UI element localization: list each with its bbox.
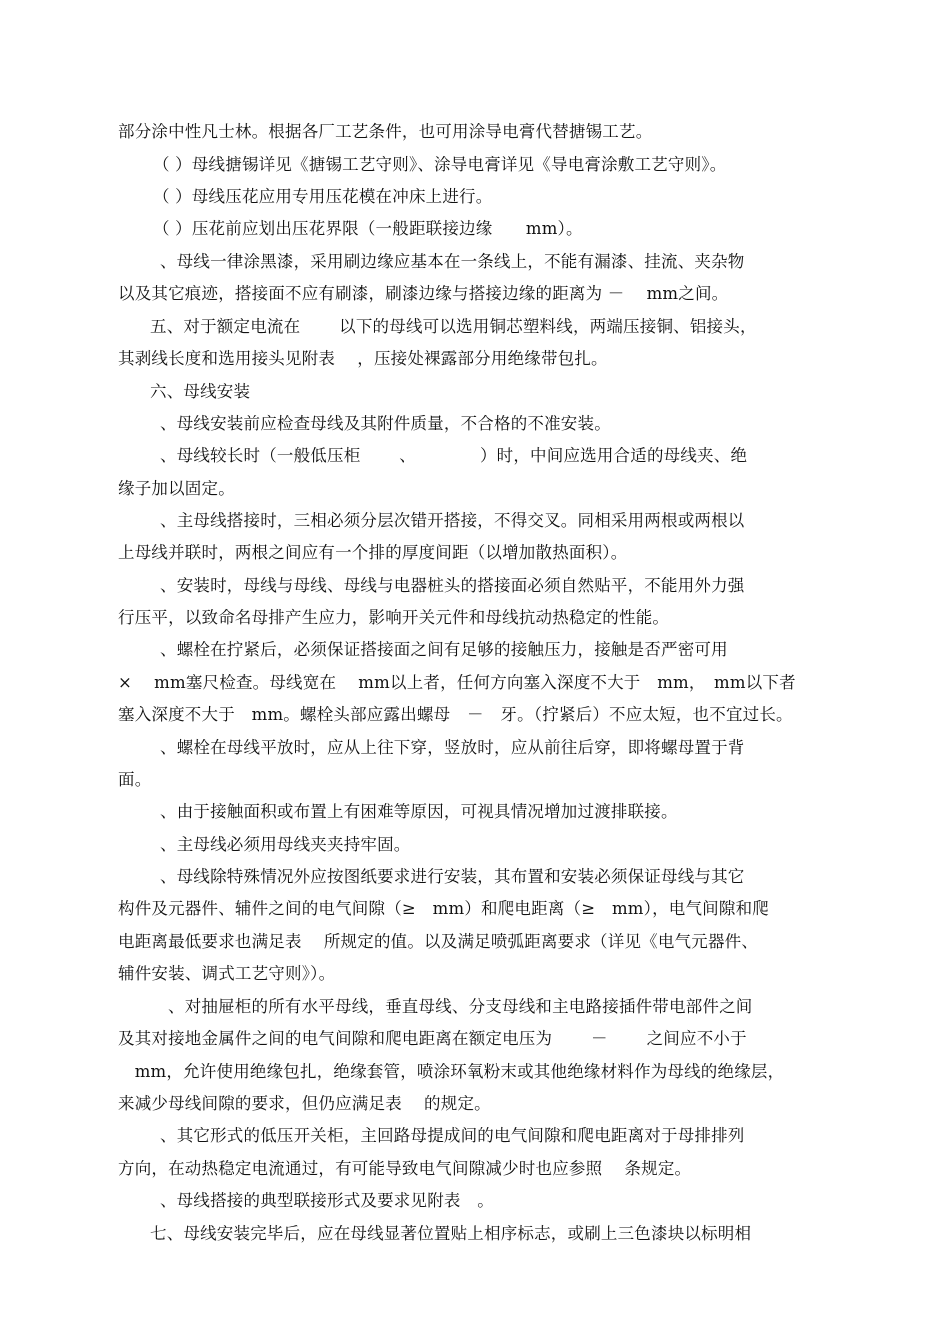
text-line-14: 上母线并联时，两根之间应有一个排的厚度间距（以增加散热面积）。 xyxy=(118,543,628,562)
text-line-3: （ ）母线压花应用专用压花模在冲床上进行。 xyxy=(153,187,493,206)
text-line-1: 部分涂中性凡士林。根据各厂工艺条件，也可用涂导电膏代替搪锡工艺。 xyxy=(118,122,653,141)
text-line-13: 、主母线搭接时，三相必须分层次错开搭接，不得交叉。同相采用两根或两根以 xyxy=(160,511,745,530)
section-heading-6: 六、母线安装 xyxy=(150,382,251,401)
text-line-26: 电距离最低要求也满足表 所规定的值。以及满足喷弧距离要求（详见《电气元器件、 xyxy=(118,932,759,951)
text-line-25: 构件及元器件、辅件之间的电气间隙（≥ mm）和爬电距离（≥ mm），电气间隙和爬 xyxy=(118,899,769,918)
text-line-4: （ ）压花前应划出压花界限（一般距联接边缘 mm）。 xyxy=(153,219,583,238)
text-line-15: 、安装时，母线与母线、母线与电器桩头的搭接面必须自然贴平，不能用外力强 xyxy=(160,576,745,595)
text-line-7: 五、对于额定电流在 以下的母线可以选用铜芯塑料线，两端压接铜、铝接头， xyxy=(150,317,757,336)
text-line-22: 、由于接触面积或布置上有困难等原因，可视具情况增加过渡排联接。 xyxy=(160,802,678,821)
text-line-33: 方向，在动热稳定电流通过，有可能导致电气间隙减少时也应参照 条规定。 xyxy=(118,1159,692,1178)
text-line-32: 、其它形式的低压开关柜，主回路母提成间的电气间隙和爬电距离对于母排排列 xyxy=(160,1126,745,1145)
text-line-18: × mm塞尺检查。母线宽在 mm以上者，任何方向塞入深度不大于 mm， mm以下者 xyxy=(118,673,796,692)
text-line-24: 、母线除特殊情况外应按图纸要求进行安装，其布置和安装必须保证母线与其它 xyxy=(160,867,745,886)
text-line-12: 缘子加以固定。 xyxy=(118,479,235,498)
text-line-29: 及其对接地金属件之间的电气间隙和爬电距离在额定电压为 － 之间应不小于 xyxy=(118,1029,747,1048)
text-line-20: 、螺栓在母线平放时，应从上往下穿，竖放时，应从前往后穿，即将螺母置于背 xyxy=(160,738,745,757)
text-line-28: 、对抽屉柜的所有水平母线，垂直母线、分支母线和主电路接插件带电部件之间 xyxy=(168,997,753,1016)
text-line-21: 面。 xyxy=(118,770,152,789)
text-line-6: 以及其它痕迹，搭接面不应有刷漆，刷漆边缘与搭接边缘的距离为 － mm之间。 xyxy=(118,284,729,303)
text-line-16: 行压平，以致命名母排产生应力，影响开关元件和母线抗动热稳定的性能。 xyxy=(118,608,670,627)
text-line-35: 七、母线安装完毕后，应在母线显著位置贴上相序标志，或刷上三色漆块以标明相 xyxy=(150,1224,752,1243)
text-line-2: （ ）母线搪锡详见《搪锡工艺守则》、涂导电膏详见《导电膏涂敷工艺守则》。 xyxy=(153,155,727,174)
text-line-8: 其剥线长度和选用接头见附表 ，压接处裸露部分用绝缘带包扎。 xyxy=(118,349,608,368)
text-line-19: 塞入深度不大于 mm。螺栓头部应露出螺母 － 牙。（拧紧后）不应太短，也不宜过长。 xyxy=(118,705,793,724)
text-line-23: 、主母线必须用母线夹夹持牢固。 xyxy=(160,835,411,854)
text-line-27: 辅件安装、调式工艺守则》）。 xyxy=(118,964,336,983)
text-line-31: 来减少母线间隙的要求，但仍应满足表 的规定。 xyxy=(118,1094,491,1113)
text-line-5: 、母线一律涂黑漆，采用刷边缘应基本在一条线上，不能有漏漆、挂流、夹杂物 xyxy=(160,252,745,271)
text-line-11: 、母线较长时（一般低压柜 、 ）时，中间应选用合适的母线夹、绝 xyxy=(160,446,748,465)
text-line-17: 、螺栓在拧紧后，必须保证搭接面之间有足够的接触压力，接触是否严密可用 xyxy=(160,640,728,659)
text-line-30: mm，允许使用绝缘包扎，绝缘套管，喷涂环氧粉末或其他绝缘材料作为母线的绝缘层， xyxy=(118,1062,785,1081)
text-line-34: 、母线搭接的典型联接形式及要求见附表 。 xyxy=(160,1191,494,1210)
text-line-10: 、母线安装前应检查母线及其附件质量，不合格的不准安装。 xyxy=(160,414,611,433)
